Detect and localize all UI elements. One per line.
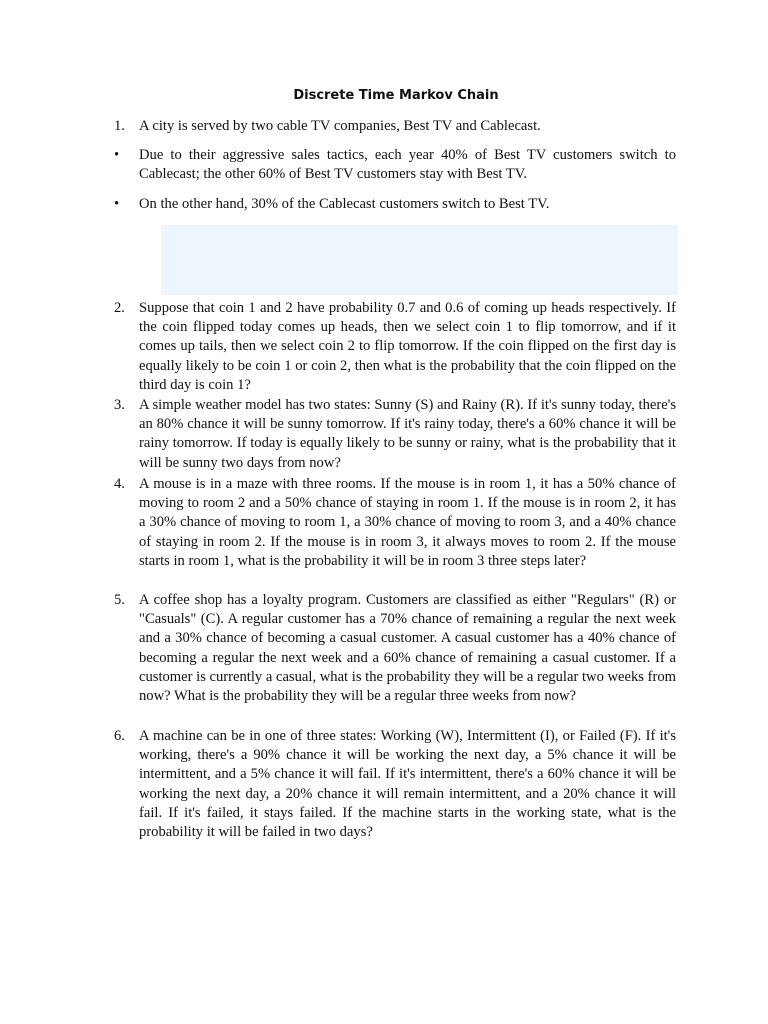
list-number: 5. — [114, 592, 125, 608]
problem-text: A machine can be in one of three states: Working (W), Intermittent (I), or Failed (F). If it's working, there's a 90% chance it will be working the next day, a 5% chance it will be intermittent, and a 5% chance it will fail. If it's intermittent, there's a 60% chance it will be working the next day, a 20% chance it will remain intermittent, and a 20% chance it will fail. If it's failed, it stays failed. If the machine starts in the working state, what is the probability it will be failed in two days? — [139, 728, 676, 841]
problem-text: A mouse is in a maze with three rooms. If the mouse is in room 1, it has a 50% chance of moving to room 2 and a 50% chance of staying in room 1. If the mouse is in room 2, it has a 30% chance of moving to room 1, a 30% chance of moving to room 3, and a 40% chance of staying in room 2. If the mouse is in room 3, it always moves to room 2. If the mouse starts in room 1, what is the probability it will be in room 3 three steps later? — [139, 476, 676, 569]
problem-text: A coffee shop has a loyalty program. Customers are classified as either "Regulars" (R) or "Casuals" (C). A regular customer has a 70% chance of remaining a regular the next week and a 30% chance of becoming a casual customer. A casual customer has a 40% chance of becoming a regular the next week and a 60% chance of remaining a casual customer. If a customer is currently a casual, what is the probability they will be a regular two weeks from now? What is the probability they will be a regular three weeks from now? — [139, 592, 676, 705]
list-number: 3. — [114, 397, 125, 413]
problem-text: A city is served by two cable TV companies, Best TV and Cablecast. — [139, 118, 541, 134]
bullet-text: On the other hand, 30% of the Cablecast customers switch to Best TV. — [139, 196, 550, 212]
list-number: 2. — [114, 300, 125, 316]
list-number: 4. — [114, 476, 125, 492]
problem-text: A simple weather model has two states: Sunny (S) and Rainy (R). If it's sunny today, there's an 80% chance it will be sunny tomorrow. If it's rainy today, there's a 60% chance it will be rainy tomorrow. If today is equally likely to be sunny or rainy, what is the probability that it will be sunny two days from now? — [139, 397, 676, 471]
problem-text: Suppose that coin 1 and 2 have probability 0.7 and 0.6 of coming up heads respectively. If the coin flipped today comes up heads, then we select coin 1 to flip tomorrow, and if it comes up tails, then we select coin 2 to flip tomorrow. If the coin flipped on the first day is equally likely to be coin 1 or coin 2, then what is the probability that the coin flipped on the third day is coin 1? — [139, 300, 676, 393]
bullet-marker: • — [114, 147, 120, 163]
list-number: 1. — [114, 118, 125, 134]
empty-image-placeholder — [161, 225, 678, 295]
list-number: 6. — [114, 728, 125, 744]
document-title: Discrete Time Markov Chain — [293, 88, 499, 103]
bullet-marker: • — [114, 196, 120, 212]
bullet-text: Due to their aggressive sales tactics, each year 40% of Best TV customers switch to Cablecast; the other 60% of Best TV customers stay with Best TV. — [139, 147, 676, 183]
